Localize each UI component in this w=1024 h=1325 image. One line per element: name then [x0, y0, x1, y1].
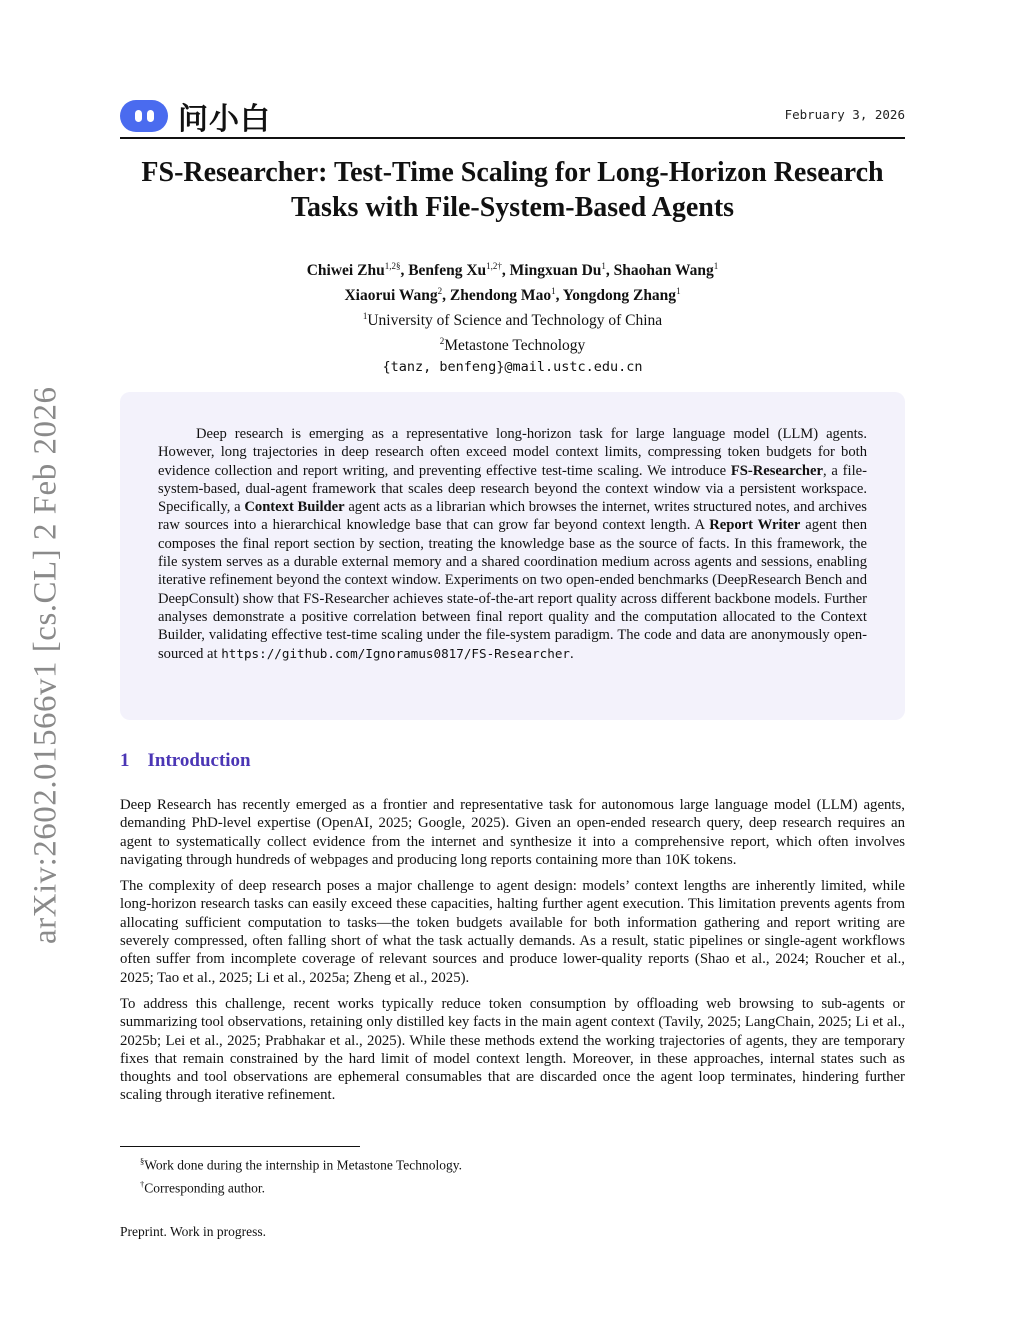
author-name: Zhendong Mao: [449, 287, 552, 305]
code-link[interactable]: https://github.com/Ignoramus0817/FS-Researcher: [221, 645, 570, 661]
page-header: [120, 92, 905, 136]
logo-text: 问小白: [178, 102, 271, 137]
arxiv-identifier: arXiv:2602.01566v1 [cs.CL] 2 Feb 2026: [27, 386, 64, 944]
section-title: Introduction: [147, 750, 251, 771]
affiliation-1: $^1$University of Science and Technology of China: [362, 311, 663, 330]
footnotes: [140, 1152, 900, 1197]
footnote: §Work done during the internship in Metastone Technology.: [140, 1156, 463, 1173]
author-name: Chiwei Zhu: [306, 262, 385, 280]
paragraph: The complexity of deep research poses a major challenge to agent design: models’ context lengths are inherently limited, while long-horizon research tasks can easily exceed these capacities, halting further agent execution. This limitation prevents agents from allocating sufficient computation to tasks—the token budgets available for both information gathering and report writing are severely compressed, often falling short of what the task actually demands. As a result, static pipelines or single-agent workflows often suffer from incomplete coverage of relevant sources and produce lower-quality reports (Shao et al., 2024; Roucher et al., 2025; Tao et al., 2025; Li et al., 2025a; Zheng et al., 2025).: [120, 878, 905, 986]
header-date: February 3, 2026: [784, 107, 905, 122]
author-name: Shaohan Wang: [613, 262, 714, 280]
header-divider: [120, 137, 905, 139]
author-line-2: Xiaorui Wang$^2$, Zhendong Mao$^1$, Yongdong Zhang$^1$: [344, 286, 681, 305]
logo: [120, 94, 271, 138]
section-heading: [120, 750, 251, 772]
abstract-text: Deep research is emerging as a representative long-horizon task for large language model (LLM) agents. However, long trajectories in deep research often exceed model context limits, compressing token budgets for both evidence collection and report writing, and preventing effective test-time scaling. We introduce FS-Researcher, a file-system-based, dual-agent framework that scales deep research beyond the context window via a persistent workspace. Specifically, a Context Builder agent acts as a librarian which browses the internet, writes structured notes, and archives raw sources into a hierarchical knowledge base that can grow far beyond context length. A Report Writer agent then composes the final report section by section, treating the knowledge base as the source of facts. In this framework, the file system serves as a durable external memory and a shared coordination medium across agents and sessions, enabling iterative refinement beyond the context window. Experiments on two open-ended benchmarks (DeepResearch Bench and DeepConsult) show that FS-Researcher achieves state-of-the-art report quality across different backbone models. Further analyses demonstrate a positive correlation between final report quality and the computation allocated to the Context Builder, validating effective test-time scaling under the file-system paradigm. The code and data are anonymously open-sourced at https://github.com/Ignoramus0817/FS-Researcher.: [158, 426, 867, 662]
robot-face-icon: [120, 100, 168, 132]
author-name: Xiaorui Wang: [344, 287, 438, 305]
section-number: 1: [120, 750, 130, 771]
paper-title: FS-Researcher: Test-Time Scaling for Long-Horizon Research Tasks with File-System-Based Agents: [141, 157, 884, 223]
footnote-divider: [120, 1146, 360, 1147]
author-line-1: Chiwei Zhu$^{1,2\S}$, Benfeng $Xu^{1,2\dagger}$, Mingxuan Du$^1$, Shaohan Wang$^1$: [306, 261, 719, 280]
body-text: [120, 796, 905, 1113]
preprint-note: Preprint. Work in progress.: [120, 1224, 267, 1239]
paragraph: To address this challenge, recent works typically reduce token consumption by offloading web browsing to sub-agents or summarizing tool observations, retaining only distilled key facts in the main agent context (Tavily, 2025; LangChain, 2025; Li et al., 2025b; Lei et al., 2025; Prabhakar et al., 2025). While these methods extend the working trajectories of agents, they are temporary fixes that remain constrained by the hard limit of model context length. Moreover, in these approaches, internal states such as thoughts and tool observations are ephemeral consumables that are discarded once the agent loop terminates, hindering further scaling through iterative refinement.: [120, 995, 905, 1104]
author-name: Yongdong Zhang: [562, 287, 677, 305]
author-name: Mingxuan Du: [509, 262, 602, 280]
author-block: [120, 256, 905, 377]
abstract-box: [120, 392, 905, 720]
footnote: †Corresponding author.: [140, 1178, 265, 1195]
paragraph: Deep Research has recently emerged as a frontier and representative task for autonomous large language model (LLM) agents, demanding PhD-level expertise (OpenAI, 2025; Google, 2025). Given an open-ended research query, deep research requires an agent to systematically collect evidence from the internet and synthesize it into a comprehensive report, which often involves navigating through hundreds of webpages and producing long reports containing more than 10K tokens.: [120, 797, 905, 868]
contact-email: {tanz, benfeng}@mail.ustc.edu.cn: [382, 358, 643, 375]
affiliation-2: $^2$Metastone Technology: [439, 336, 586, 355]
author-name: Benfeng Xu: [408, 262, 487, 280]
